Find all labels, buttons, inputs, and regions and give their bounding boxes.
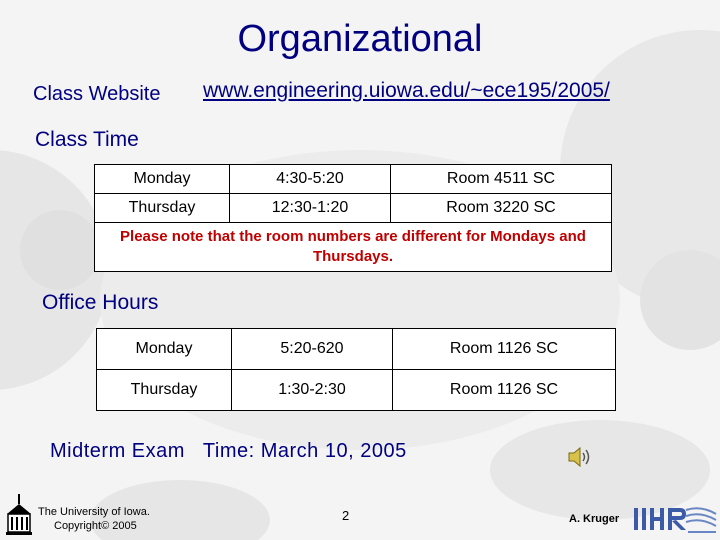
page-title: Organizational xyxy=(237,18,483,60)
room-cell: Room 4511 SC xyxy=(391,165,612,194)
room-note: Please note that the room numbers are different for Mondays and Thursdays. xyxy=(95,223,612,272)
midterm-label: Midterm Exam xyxy=(50,440,185,462)
midterm-time: Time: March 10, 2005 xyxy=(202,440,407,462)
note-row xyxy=(95,223,612,272)
day-cell: Thursday xyxy=(95,194,230,223)
university-logo xyxy=(4,492,34,536)
day-cell: Monday xyxy=(95,165,230,194)
office-hours-heading: Office Hours xyxy=(42,291,159,314)
class-time-heading: Class Time xyxy=(35,128,139,151)
table-row xyxy=(97,329,616,370)
university-name: The University of Iowa. xyxy=(38,506,150,518)
time-cell: 5:20-620 xyxy=(232,329,393,370)
time-cell: 12:30-1:20 xyxy=(230,194,391,223)
room-cell: Room 1126 SC xyxy=(393,329,616,370)
speaker-icon[interactable] xyxy=(566,444,592,470)
day-cell: Thursday xyxy=(97,370,232,411)
table-row xyxy=(95,165,612,194)
room-cell: Room 3220 SC xyxy=(391,194,612,223)
author: A. Kruger xyxy=(569,513,620,525)
room-cell: Room 1126 SC xyxy=(393,370,616,411)
iihr-logo xyxy=(626,500,720,540)
page-number: 2 xyxy=(342,508,350,523)
website-link[interactable]: www.engineering.uiowa.edu/~ece195/2005/ xyxy=(203,79,610,102)
time-cell: 4:30-5:20 xyxy=(230,165,391,194)
copyright: Copyright© 2005 xyxy=(54,520,137,532)
website-label: Class Website xyxy=(33,83,161,105)
time-cell: 1:30-2:30 xyxy=(232,370,393,411)
table-row xyxy=(97,370,616,411)
midterm-line xyxy=(50,440,425,463)
footer-university xyxy=(38,505,150,533)
day-cell: Monday xyxy=(97,329,232,370)
table-row xyxy=(95,194,612,223)
class-time-table xyxy=(94,164,612,272)
office-hours-table xyxy=(96,328,616,411)
